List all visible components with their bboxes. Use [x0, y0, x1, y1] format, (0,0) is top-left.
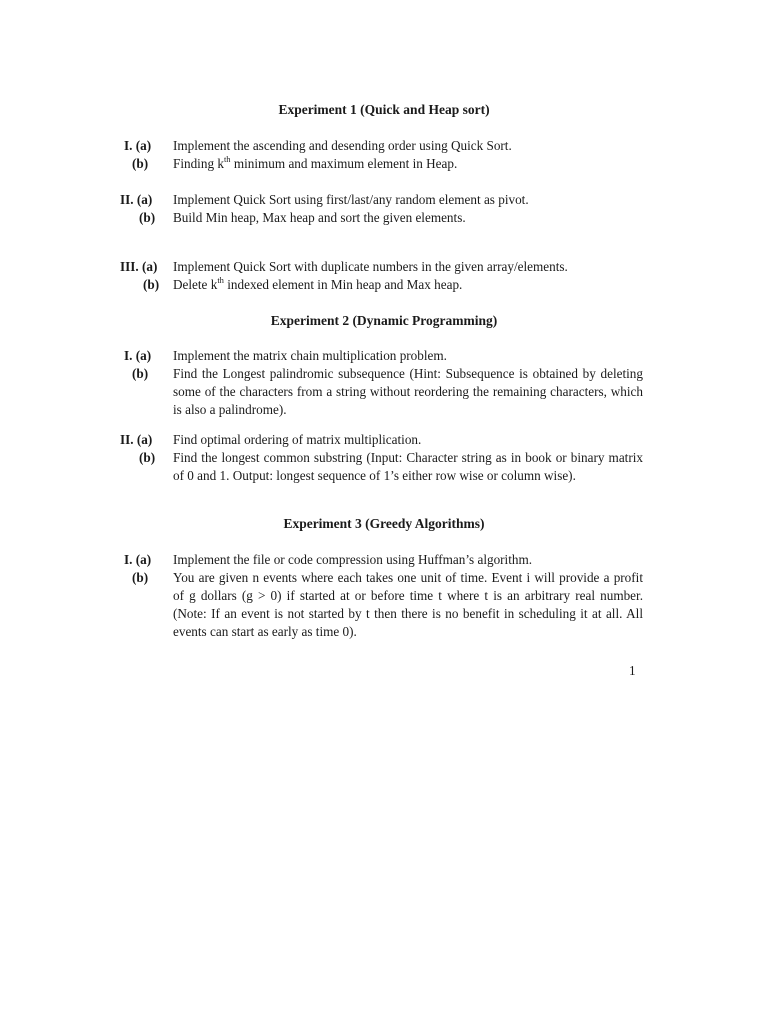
- paragraph-line: events can start as early as time 0).: [173, 624, 357, 639]
- paragraph-line: Find the Longest palindromic subsequence (Hint: Subsequence is obtained by deleting: [173, 366, 643, 381]
- item-text: Delete $k^{th}$ indexed element in Min heap and Max heap.: [173, 274, 463, 292]
- paragraph-line: (Note: If an event is not started by t then there is no benefit in scheduling it at all. All: [173, 606, 643, 621]
- paragraph-line: of 0 and 1. Output: longest sequence of 1’s either row wise or column wise).: [173, 468, 576, 483]
- experiment-1-title: Experiment 1 (Quick and Heap sort): [278, 102, 490, 117]
- item-text: Implement the ascending and desending order using Quick Sort.: [173, 138, 512, 153]
- item-label: II. (a): [120, 432, 153, 447]
- item-text: Implement Quick Sort using first/last/any random element as pivot.: [173, 192, 529, 207]
- item-label: I. (a): [124, 552, 152, 567]
- item-label: (b): [132, 156, 149, 171]
- item-label: (b): [132, 570, 149, 585]
- experiment-3-title: Experiment 3 (Greedy Algorithms): [283, 516, 485, 531]
- paragraph-line: Find the longest common substring (Input: Character string as in book or binary matrix: [173, 450, 643, 465]
- item-text: Implement the file or code compression using Huffman’s algorithm.: [173, 552, 533, 567]
- item-label: (b): [139, 450, 156, 465]
- item-text: Build Min heap, Max heap and sort the given elements.: [173, 210, 466, 225]
- item-paragraph: [173, 449, 643, 485]
- item-label: I. (a): [124, 138, 152, 153]
- paragraph-line: some of the characters from a string without reordering the remaining characters, which: [173, 384, 643, 399]
- item-text: Finding $k^{th}$ minimum and maximum element in Heap.: [173, 153, 458, 171]
- paragraph-line: You are given n events where each takes one unit of time. Event i will provide a profit: [173, 570, 643, 585]
- item-label: I. (a): [124, 348, 152, 363]
- item-label: (b): [132, 366, 149, 381]
- experiment-2-title: Experiment 2 (Dynamic Programming): [270, 313, 498, 328]
- item-text: Implement Quick Sort with duplicate numbers in the given array/elements.: [173, 259, 568, 274]
- item-text: Implement the matrix chain multiplication problem.: [173, 348, 447, 363]
- item-paragraph: [173, 569, 643, 641]
- item-label: (b): [143, 277, 160, 292]
- paragraph-line: is also a palindrome).: [173, 402, 287, 417]
- item-label: (b): [139, 210, 156, 225]
- page-number: 1: [629, 663, 636, 678]
- paragraph-line: of g dollars (g > 0) if started at or before time t where t is an arbitrary real number.: [173, 588, 643, 603]
- item-label: II. (a): [120, 192, 153, 207]
- item-text: Find optimal ordering of matrix multiplication.: [173, 432, 422, 447]
- item-paragraph: [173, 365, 643, 419]
- item-label: III. (a): [120, 259, 158, 274]
